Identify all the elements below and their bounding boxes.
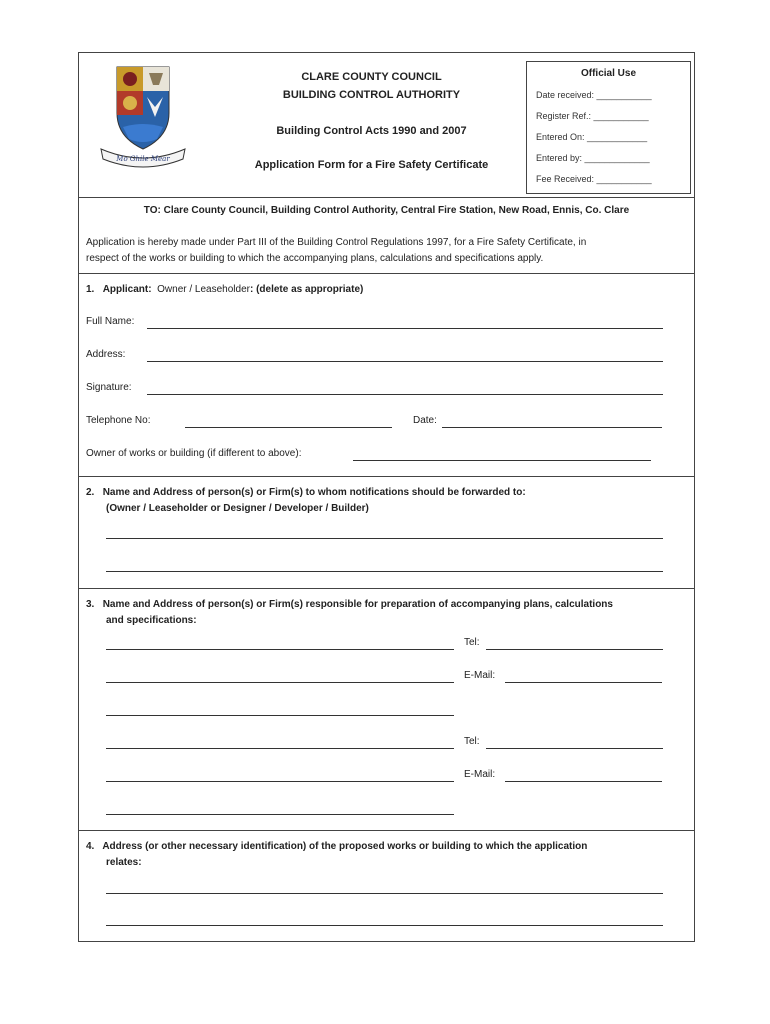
entered-on-field[interactable]: Entered On: ____________	[536, 132, 648, 142]
section1-heading	[86, 284, 363, 295]
org-name-line2: BUILDING CONTROL AUTHORITY	[282, 89, 461, 101]
email-input[interactable]	[505, 682, 662, 683]
signature-label: Signature:	[86, 382, 132, 393]
official-use-title: Official Use	[580, 68, 637, 79]
section4-input-line1[interactable]	[106, 893, 663, 894]
fee-received-field[interactable]: Fee Received: ___________	[536, 174, 652, 184]
register-ref-field[interactable]: Register Ref.: ___________	[536, 111, 649, 121]
section3-firm1-line1[interactable]	[106, 649, 454, 650]
section3-firm2-line1[interactable]	[106, 748, 454, 749]
section2-line2: (Owner / Leaseholder or Designer / Developer / Builder)	[106, 503, 369, 514]
section3-firm2-line2[interactable]	[106, 781, 454, 782]
divider	[79, 197, 694, 198]
section2-input-line2[interactable]	[106, 571, 663, 572]
divider	[79, 830, 694, 831]
section4-line2: relates:	[106, 857, 142, 868]
tel-label: Tel:	[464, 637, 480, 648]
org-name-line1: CLARE COUNTY COUNCIL	[301, 71, 442, 83]
section1-suffix: : (delete as appropriate)	[249, 284, 364, 295]
date-label: Date:	[413, 415, 437, 426]
acts-reference: Building Control Acts 1990 and 2007	[276, 125, 467, 137]
telephone-label: Telephone No:	[86, 415, 151, 426]
telephone-input[interactable]	[185, 427, 392, 428]
intro-line2: respect of the works or building to which the accompanying plans, calculations and specifications apply.	[86, 253, 544, 264]
divider	[79, 476, 694, 477]
section2-input-line1[interactable]	[106, 538, 663, 539]
application-form	[78, 52, 695, 942]
email-input[interactable]	[505, 781, 662, 782]
crest-motto: Mo Ghile Mear	[116, 155, 170, 163]
form-title: Application Form for a Fire Safety Certificate	[254, 159, 489, 171]
full-name-label: Full Name:	[86, 316, 135, 327]
section3-line2: and specifications:	[106, 615, 197, 626]
section2-number: 2.	[86, 487, 95, 498]
tel-input[interactable]	[486, 649, 663, 650]
date-received-field[interactable]: Date received: ___________	[536, 90, 652, 100]
divider	[79, 273, 694, 274]
address-input[interactable]	[147, 361, 663, 362]
date-input[interactable]	[442, 427, 662, 428]
section4-line1: Address (or other necessary identification) of the proposed works or building to which the application	[102, 841, 588, 852]
section3-firm1-line2[interactable]	[106, 682, 454, 683]
address-label: Address:	[86, 349, 126, 360]
full-name-input[interactable]	[147, 328, 663, 329]
section4-input-line2[interactable]	[106, 925, 663, 926]
section3-number: 3.	[86, 599, 95, 610]
to-address-line: TO: Clare County Council, Building Control Authority, Central Fire Station, New Road, Ennis, Co. Clare	[143, 205, 630, 216]
section3-heading	[86, 599, 613, 610]
section2-heading	[86, 487, 526, 498]
section1-options: Owner / Leaseholder	[157, 284, 250, 295]
section3-firm1-line3[interactable]	[106, 715, 454, 716]
owner-label: Owner of works or building (if different to above):	[86, 448, 302, 459]
tel-input[interactable]	[486, 748, 663, 749]
section1-label: Applicant:	[102, 284, 152, 295]
signature-input[interactable]	[147, 394, 663, 395]
tel-label: Tel:	[464, 736, 480, 747]
email-label: E-Mail:	[464, 670, 496, 681]
clare-county-crest-icon	[97, 63, 189, 175]
entered-by-field[interactable]: Entered by: _____________	[536, 153, 650, 163]
section4-number: 4.	[86, 841, 95, 852]
email-label: E-Mail:	[464, 769, 496, 780]
section4-heading	[86, 841, 587, 852]
owner-input[interactable]	[353, 460, 651, 461]
section3-line1: Name and Address of person(s) or Firm(s) responsible for preparation of accompanying plans, calculations	[102, 599, 613, 610]
section3-firm2-line3[interactable]	[106, 814, 454, 815]
divider	[79, 588, 694, 589]
section1-number: 1.	[86, 284, 95, 295]
intro-line1: Application is hereby made under Part III of the Building Control Regulations 1997, for a Fire Safety Certificate, in	[86, 237, 587, 248]
section2-line1: Name and Address of person(s) or Firm(s) to whom notifications should be forwarded to:	[102, 487, 526, 498]
official-use-box	[526, 61, 691, 194]
